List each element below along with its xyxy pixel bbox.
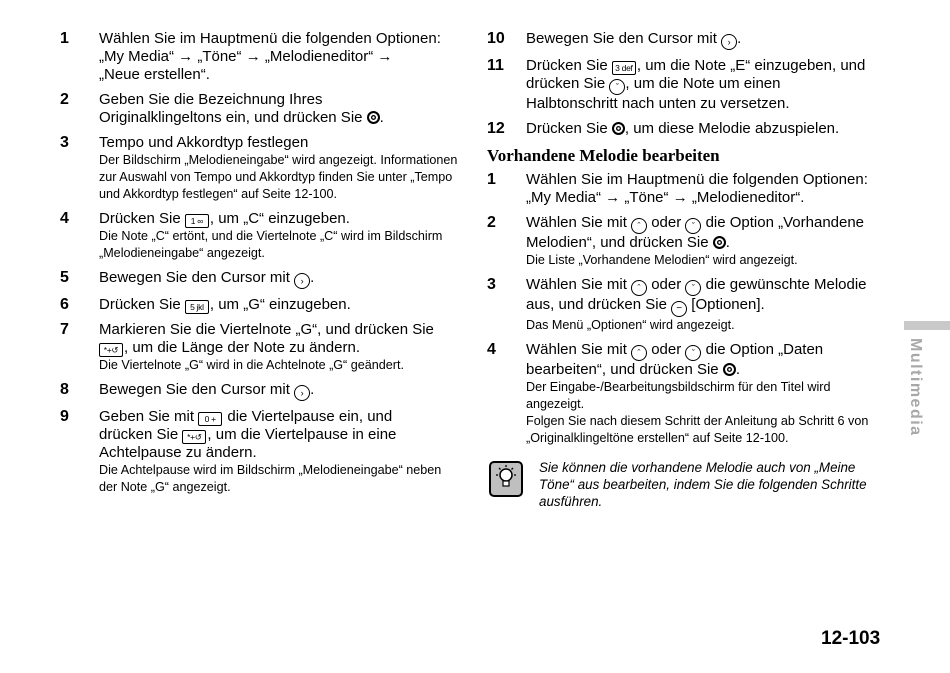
step-note: Der Eingabe-/Bearbeitungsbildschirm für den Titel wird angezeigt. — [526, 380, 831, 411]
step-note: Die Liste „Vorhandene Melodien“ wird angezeigt. — [526, 253, 798, 267]
section-step-3: 3 Wählen Sie mit ˆ oder ˇ die gewünschte Melodie aus, und drücken Sie − [Optionen]. Das Menü „Optionen“ wird angezeigt. — [487, 276, 887, 334]
key-1-icon: 1 ∞ — [185, 214, 209, 228]
key-star-icon: *+↺ — [99, 343, 123, 357]
step-10: 10 Bewegen Sie den Cursor mit › . — [487, 30, 887, 50]
step-1 — [60, 30, 462, 84]
nav-down-icon: ˇ — [685, 345, 701, 361]
step-9: 9 Geben Sie mit 0 + die Viertelpause ein, und drücken Sie *+↺ , um die Viertelpause in eine Achtelpause zu ändern. Die Achtelpause wird im Bildschirm „Melodieneingabe“ neben der Note „G“ angezeigt. — [60, 408, 462, 496]
step-text: „My Media“ → „Töne“ → „Melodieneditor“ → — [99, 48, 393, 65]
right-column — [487, 30, 887, 510]
section-step-1 — [487, 171, 887, 207]
step-text: Wählen Sie im Hauptmenü die folgenden Optionen: — [526, 171, 868, 188]
nav-down-icon: ˇ — [685, 218, 701, 234]
step-text: Drücken Sie — [526, 120, 608, 137]
step-number: 8 — [60, 381, 69, 398]
step-number: 4 — [60, 210, 69, 227]
step-text: Originalklingeltons ein, und drücken Sie — [99, 109, 363, 126]
center-key-icon — [723, 363, 736, 376]
nav-right-icon: › — [721, 34, 737, 50]
step-note: Die Achtelpause wird im Bildschirm „Melodieneingabe“ neben der Note „G“ angezeigt. — [99, 463, 442, 494]
step-4: 4 Drücken Sie 1 ∞ , um „C“ einzugeben. Die Note „C“ ertönt, und die Viertelnote „C“ wird im Bildschirm „Melodieneingabe“ angezeigt. — [60, 210, 462, 262]
step-text: Drücken Sie — [99, 296, 181, 313]
step-3 — [60, 134, 462, 203]
step-number: 6 — [60, 296, 69, 313]
step-text: Drücken Sie — [99, 210, 181, 227]
step-number: 3 — [487, 276, 496, 293]
nav-up-icon: ˆ — [631, 280, 647, 296]
step-number: 3 — [60, 134, 69, 151]
step-note: Die Viertelnote „G“ wird in die Achtelnote „G“ geändert. — [99, 358, 404, 372]
section-heading: Vorhandene Melodie bearbeiten — [487, 146, 720, 165]
nav-up-icon: ˆ — [631, 345, 647, 361]
section-step-4: 4 Wählen Sie mit ˆ oder ˇ die Option „Daten bearbeiten“, und drücken Sie . Der Eingabe-/Bearbeitungsbildschirm für den Titel wird angezeigt. Folgen Sie nach diesem Schritt der Anleitung ab Schritt 6 von „Originalklingeltöne erstellen“ auf Seite 12-100. — [487, 341, 887, 447]
step-text: Tempo und Akkordtyp festlegen — [99, 134, 309, 151]
step-2: 2 Geben Sie die Bezeichnung Ihres Originalklingeltons ein, und drücken Sie . — [60, 91, 384, 126]
step-text: Geben Sie mit — [99, 408, 195, 425]
nav-down-icon: ˇ — [685, 280, 701, 296]
step-text: „Neue erstellen“. — [99, 66, 210, 83]
step-text: Bewegen Sie den Cursor mit — [99, 381, 290, 398]
step-number: 12 — [487, 120, 505, 137]
step-text: Drücken Sie — [526, 57, 608, 74]
step-text: Bewegen Sie den Cursor mit — [526, 30, 717, 47]
softkey-right-icon: − — [671, 301, 687, 317]
step-text: Geben Sie die Bezeichnung Ihres — [99, 91, 323, 108]
center-key-icon — [713, 236, 726, 249]
step-number: 2 — [60, 91, 69, 108]
key-3-icon: 3 def — [612, 61, 636, 75]
step-number: 1 — [487, 171, 496, 188]
step-number: 9 — [60, 408, 69, 425]
nav-down-icon: ˇ — [609, 79, 625, 95]
section-step-2: 2 Wählen Sie mit ˆ oder ˇ die Option „Vorhandene Melodien“, und drücken Sie . Die Liste „Vorhandene Melodien“ wird angezeigt. — [487, 214, 887, 269]
step-number: 4 — [487, 341, 496, 358]
tip-box — [487, 459, 887, 510]
step-note: Die Note „C“ ertönt, und die Viertelnote „C“ wird im Bildschirm „Melodieneingabe“ angezeigt. — [99, 229, 443, 260]
step-12: 12 Drücken Sie , um diese Melodie abzuspielen. — [487, 120, 840, 137]
key-0-icon: 0 + — [198, 412, 222, 426]
step-text: Wählen Sie im Hauptmenü die folgenden Optionen: — [99, 30, 441, 47]
step-number: 2 — [487, 214, 496, 231]
key-5-icon: 5 jkl — [185, 300, 209, 314]
lightbulb-icon — [489, 461, 523, 497]
step-5: 5 Bewegen Sie den Cursor mit › . — [60, 269, 462, 289]
step-8: 8 Bewegen Sie den Cursor mit › . — [60, 381, 462, 401]
step-text: „My Media“ → „Töne“ → „Melodieneditor“. — [526, 189, 805, 206]
step-11: 11 Drücken Sie 3 def , um die Note „E“ einzugeben, und drücken Sie ˇ , um die Note um einen Halbtonschritt nach unten zu versetzen. — [487, 57, 866, 112]
nav-right-icon: › — [294, 273, 310, 289]
step-7: 7 Markieren Sie die Viertelnote „G“, und drücken Sie *+↺ , um die Länge der Note zu ändern. Die Viertelnote „G“ wird in die Achtelnote „G“ geändert. — [60, 321, 462, 374]
nav-right-icon: › — [294, 385, 310, 401]
step-number: 7 — [60, 321, 69, 338]
section-label: Multimedia — [907, 338, 924, 437]
step-note: Folgen Sie nach diesem Schritt der Anleitung ab Schritt 6 von „Originalklingeltöne erstellen“ auf Seite 12-100. — [526, 414, 869, 445]
page-number: 12-103 — [821, 628, 881, 649]
step-note: Das Menü „Optionen“ wird angezeigt. — [526, 318, 735, 332]
step-number: 10 — [487, 30, 505, 47]
step-6: 6 Drücken Sie 5 jkl , um „G“ einzugeben. — [60, 296, 351, 313]
center-key-icon — [612, 122, 625, 135]
key-star-icon: *+↺ — [182, 430, 206, 444]
section-tab — [904, 321, 950, 330]
step-note: Der Bildschirm „Melodieneingabe“ wird angezeigt. Informationen zur Auswahl von Tempo und Akkordtyp finden Sie unter „Tempo und Akkordtyp festlegen“ auf Seite 12-100. — [99, 153, 458, 201]
left-column — [60, 30, 462, 503]
tip-text: Sie können die vorhandene Melodie auch von „Meine Töne“ aus bearbeiten, indem Sie die folgenden Schritte ausführen. — [539, 460, 867, 509]
step-text: Bewegen Sie den Cursor mit — [99, 269, 290, 286]
center-key-icon — [367, 111, 380, 124]
nav-up-icon: ˆ — [631, 218, 647, 234]
step-number: 5 — [60, 269, 69, 286]
step-number: 11 — [487, 57, 504, 74]
step-text: Markieren Sie die Viertelnote „G“, und drücken Sie — [99, 321, 434, 338]
step-number: 1 — [60, 30, 69, 47]
